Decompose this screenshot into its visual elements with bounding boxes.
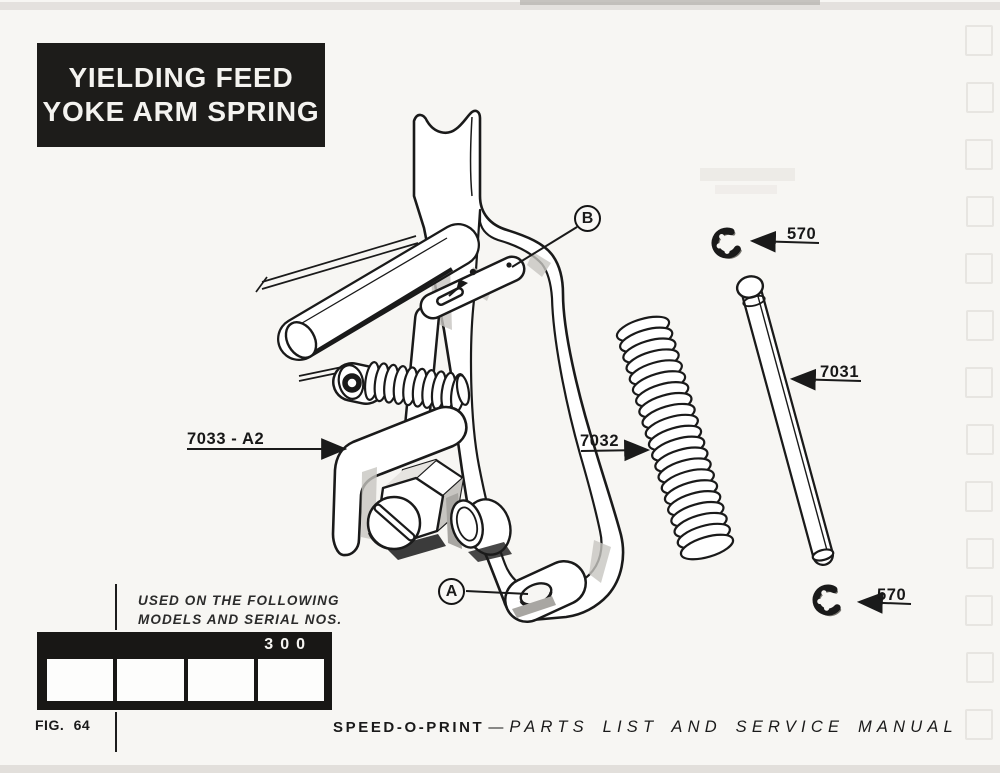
title-block [37,43,325,147]
ref-letter-a: A [445,582,458,600]
serial-cell [47,659,113,701]
part-label-7032: 7032 [580,432,620,450]
part-label-570-bottom: 570 [877,586,907,604]
model-number: 300 [264,636,312,653]
ref-letter-b: B [581,209,594,227]
title-line-1: YIELDING FEED [68,62,294,93]
serial-cell [188,659,254,701]
part-label-7033-a2: 7033 - A2 [187,430,265,448]
usage-note [138,591,342,629]
footer-brand: SPEED-O-PRINT [333,719,485,736]
serial-cells-row [47,659,324,701]
footer [333,718,958,737]
models-table [37,632,332,710]
footer-manual-title: PARTS LIST AND SERVICE MANUAL [509,718,958,736]
e-clip-bottom [814,587,839,617]
slotted-screw-head [368,497,420,549]
ref-label-b [574,205,601,232]
usage-note-line-2: MODELS AND SERIAL NOS. [138,612,343,627]
footer-separator: — [488,719,504,736]
usage-note-line-1: USED ON THE FOLLOWING [138,593,340,608]
ref-label-a [438,578,465,605]
rod-7031 [735,273,835,562]
title-line-2: YOKE ARM SPRING [42,96,320,127]
serial-cell [258,659,324,701]
spring-hub [336,363,367,401]
spring-7032 [614,312,735,564]
figure-label: FIG. 64 [35,717,91,733]
scan-edge-artifacts [966,26,993,739]
serial-cell [117,659,183,701]
part-label-570-top: 570 [787,225,817,243]
e-clip-top [712,229,741,261]
frame-plate [414,111,623,620]
part-label-7031: 7031 [820,363,860,381]
